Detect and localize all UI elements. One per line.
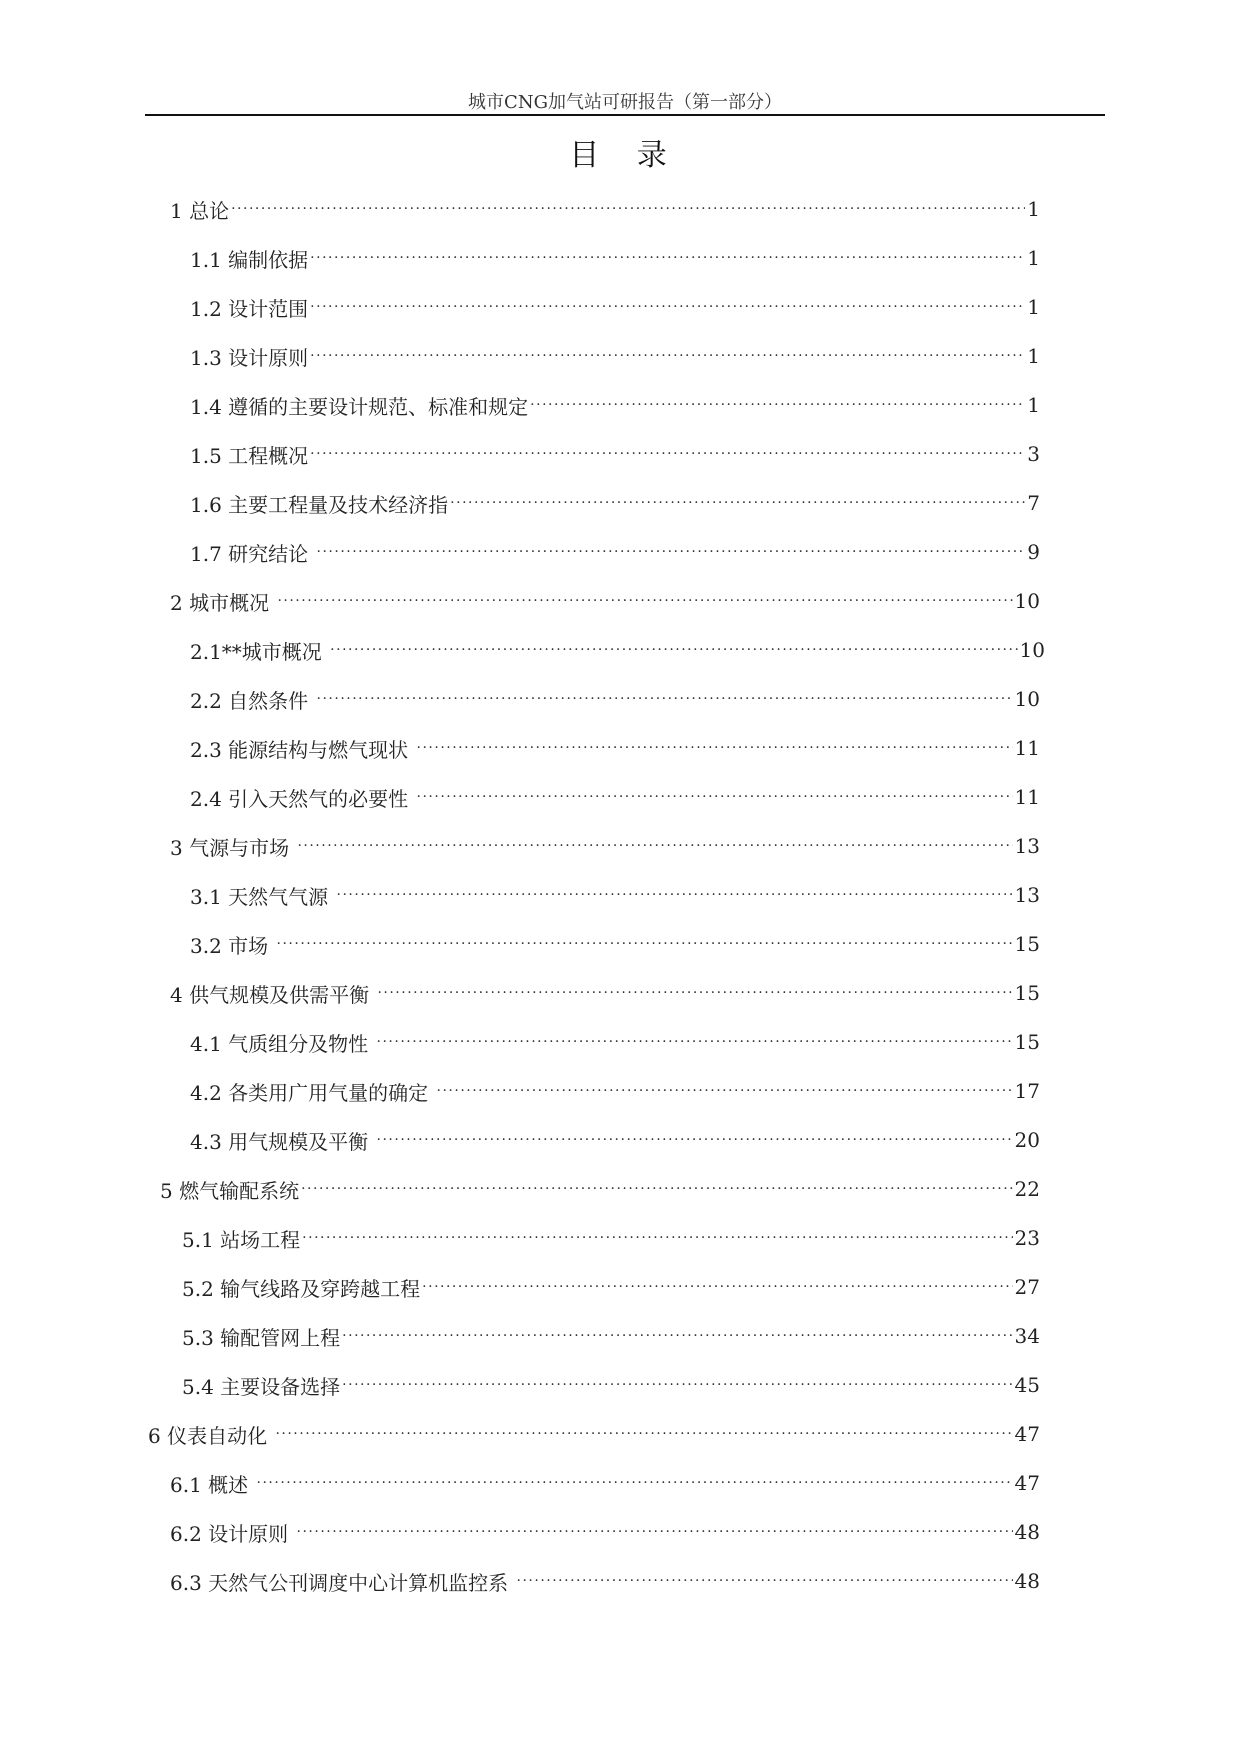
toc-entry-page: 17 (1014, 1079, 1040, 1103)
toc-entry-label: 3.2 市场 (190, 933, 275, 958)
toc-entry[interactable] (170, 584, 1040, 618)
toc-entry-label: 1 总论 (170, 198, 230, 223)
toc-leader-dots (377, 1123, 1013, 1157)
toc-entry-page: 22 (1014, 1177, 1040, 1201)
toc-entry[interactable] (190, 388, 1040, 422)
toc-entry-label: 6.3 天然气公刊调度中心计算机监控系 (170, 1570, 515, 1595)
toc-entry[interactable] (190, 780, 1040, 814)
toc-entry-page: 11 (1014, 736, 1040, 760)
toc-entry-page: 27 (1014, 1275, 1040, 1299)
toc-entry[interactable] (170, 1564, 1040, 1598)
toc-entry-page: 13 (1014, 883, 1040, 907)
toc-leader-dots (422, 1270, 1012, 1304)
toc-entry-page: 47 (1014, 1471, 1040, 1495)
toc-entry[interactable] (170, 829, 1040, 863)
toc-entry-label: 3.1 天然气气源 (190, 884, 335, 909)
toc-entry-page: 48 (1014, 1569, 1040, 1593)
toc-entry-page: 10 (1019, 638, 1045, 662)
toc-entry[interactable] (160, 1172, 1040, 1206)
toc-entry-label: 2.3 能源结构与燃气现状 (190, 737, 415, 762)
toc-entry[interactable] (190, 486, 1040, 520)
toc-title: 目 录 (569, 138, 681, 173)
toc-entry-page: 15 (1014, 981, 1040, 1005)
toc-entry-page: 3 (1027, 442, 1040, 466)
toc-leader-dots (310, 290, 1025, 324)
toc-entry[interactable] (170, 1466, 1040, 1500)
toc-entry[interactable] (190, 1074, 1040, 1108)
toc-leader-dots (275, 1417, 1012, 1451)
toc-entry[interactable] (182, 1319, 1040, 1353)
toc-entry[interactable] (190, 878, 1040, 912)
toc-entry[interactable] (182, 1368, 1040, 1402)
toc-entry-label: 5 燃气输配系统 (160, 1178, 300, 1203)
toc-entry-label: 5.3 输配管网上程 (182, 1325, 341, 1350)
toc-leader-dots (417, 780, 1013, 814)
toc-leader-dots (317, 682, 1013, 716)
toc-entry-label: 1.7 研究结论 (190, 541, 315, 566)
toc-entry-page: 13 (1014, 834, 1040, 858)
toc-entry[interactable] (148, 1417, 1040, 1451)
toc-entry[interactable] (190, 682, 1040, 716)
toc-entry-label: 5.1 站场工程 (182, 1227, 301, 1252)
toc-leader-dots (530, 388, 1025, 422)
toc-entry[interactable] (190, 1025, 1040, 1059)
toc-leader-dots (330, 633, 1017, 667)
toc-entry-page: 10 (1014, 589, 1040, 613)
toc-leader-dots (377, 976, 1012, 1010)
toc-entry-page: 45 (1014, 1373, 1040, 1397)
toc-leader-dots (337, 878, 1013, 912)
toc-leader-dots (277, 584, 1012, 618)
toc-leader-dots (517, 1564, 1013, 1598)
toc-entry[interactable] (190, 633, 1045, 667)
toc-leader-dots (450, 486, 1025, 520)
toc-entry-label: 4 供气规模及供需平衡 (170, 982, 376, 1007)
toc-entry-page: 10 (1014, 687, 1040, 711)
toc-entry-page: 1 (1027, 295, 1040, 319)
toc-entry-label: 1.4 遵循的主要设计规范、标准和规定 (190, 394, 529, 419)
toc-entry-label: 6.2 设计原则 (170, 1521, 295, 1546)
toc-entry[interactable] (190, 535, 1040, 569)
toc-entry-label: 5.4 主要设备选择 (182, 1374, 341, 1399)
running-header: 城市CNG加气站可研报告（第一部分） (468, 92, 782, 113)
toc-entry-label: 2 城市概况 (170, 590, 276, 615)
toc-entry[interactable] (190, 241, 1040, 275)
toc-entry-label: 1.1 编制依据 (190, 247, 309, 272)
toc-leader-dots (257, 1466, 1013, 1500)
toc-leader-dots (310, 241, 1025, 275)
toc-entry-page: 15 (1014, 1030, 1040, 1054)
toc-leader-dots (231, 192, 1025, 226)
toc-entry[interactable] (190, 339, 1040, 373)
toc-leader-dots (317, 535, 1026, 569)
toc-leader-dots (417, 731, 1013, 765)
toc-leader-dots (310, 437, 1025, 471)
toc-entry-label: 2.2 自然条件 (190, 688, 315, 713)
toc-leader-dots (310, 339, 1025, 373)
toc-entry-page: 7 (1027, 491, 1040, 515)
toc-entry-page: 1 (1027, 393, 1040, 417)
toc-entry-page: 20 (1014, 1128, 1040, 1152)
toc-entry-page: 48 (1014, 1520, 1040, 1544)
toc-entry-label: 2.1**城市概况 (190, 639, 329, 664)
toc-leader-dots (377, 1025, 1013, 1059)
toc-entry[interactable] (190, 731, 1040, 765)
toc-entry-page: 1 (1027, 197, 1040, 221)
toc-leader-dots (302, 1221, 1012, 1255)
toc-entry-label: 2.4 引入天然气的必要性 (190, 786, 415, 811)
toc-entry-page: 11 (1014, 785, 1040, 809)
toc-entry-label: 4.2 各类用广用气量的确定 (190, 1080, 435, 1105)
toc-entry-label: 4.3 用气规模及平衡 (190, 1129, 375, 1154)
toc-entry-page: 1 (1027, 344, 1040, 368)
toc-entry-page: 23 (1014, 1226, 1040, 1250)
toc-leader-dots (301, 1172, 1012, 1206)
toc-entry-page: 1 (1027, 246, 1040, 270)
toc-leader-dots (277, 927, 1013, 961)
toc-entry[interactable] (170, 192, 1040, 226)
toc-leader-dots (342, 1368, 1012, 1402)
toc-entry[interactable] (190, 927, 1040, 961)
toc-leader-dots (437, 1074, 1013, 1108)
toc-entry[interactable] (170, 976, 1040, 1010)
toc-entry-label: 6.1 概述 (170, 1472, 255, 1497)
toc-entry-label: 4.1 气质组分及物性 (190, 1031, 375, 1056)
toc-entry-label: 1.2 设计范围 (190, 296, 309, 321)
toc-entry[interactable] (190, 1123, 1040, 1157)
toc-entry-label: 1.3 设计原则 (190, 345, 309, 370)
toc-entry-label: 5.2 输气线路及穿跨越工程 (182, 1276, 421, 1301)
toc-entry[interactable] (190, 437, 1040, 471)
toc-entry-label: 1.6 主要工程量及技术经济指 (190, 492, 449, 517)
toc-entry-page: 9 (1027, 540, 1040, 564)
toc-leader-dots (297, 829, 1012, 863)
toc-entry-page: 15 (1014, 932, 1040, 956)
toc-entry[interactable] (182, 1270, 1040, 1304)
toc-entry[interactable] (190, 290, 1040, 324)
toc-entry-label: 3 气源与市场 (170, 835, 296, 860)
toc-leader-dots (297, 1515, 1013, 1549)
toc-entry-page: 47 (1014, 1422, 1040, 1446)
toc-entry-label: 6 仪表自动化 (148, 1423, 274, 1448)
toc-entry[interactable] (170, 1515, 1040, 1549)
toc-leader-dots (342, 1319, 1012, 1353)
toc-entry[interactable] (182, 1221, 1040, 1255)
toc-entry-page: 34 (1014, 1324, 1040, 1348)
toc-entry-label: 1.5 工程概况 (190, 443, 309, 468)
